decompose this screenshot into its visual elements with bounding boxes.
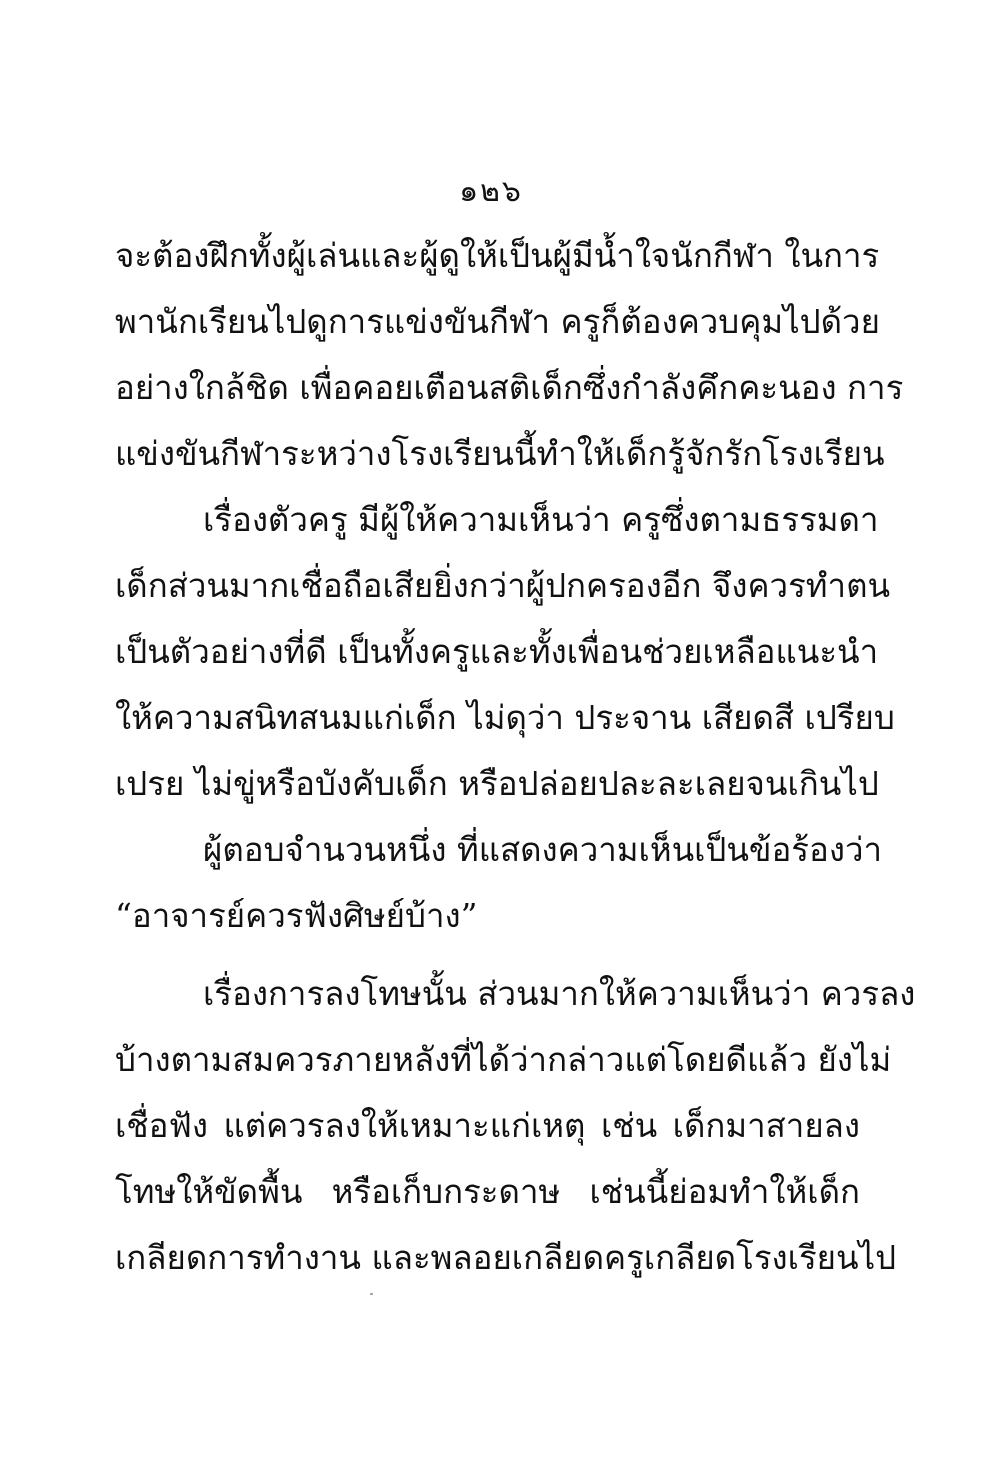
scan-speck (370, 1293, 373, 1295)
text-line-15: โทษให้ขัดพื้น หรือเก็บกระดาษ เช่นนี้ย่อมทำให้เด็ก (115, 1172, 860, 1211)
text-line-13: บ้างตามสมควรภายหลังที่ได้ว่ากล่าวแต่โดยดีแล้ว ยังไม่ (115, 1040, 892, 1079)
text-line-1: จะต้องฝึกทั้งผู้เล่นและผู้ดูให้เป็นผู้มีน้ำใจนักกีฬา ในการ (115, 236, 880, 275)
text-line-4: แข่งขันกีฬาระหว่างโรงเรียนนี้ทำให้เด็กรู้จักรักโรงเรียน (115, 434, 885, 473)
page-number: ๑๒๖ (459, 174, 523, 209)
text-line-12: เรื่องการลงโทษนั้น ส่วนมากให้ความเห็นว่า ควรลง (203, 974, 916, 1013)
text-line-14: เชื่อฟัง แต่ควรลงให้เหมาะแก่เหตุ เช่น เด็กมาสายลง (115, 1106, 860, 1145)
text-line-3: อย่างใกล้ชิด เพื่อคอยเตือนสติเด็กซึ่งกำลังคึกคะนอง การ (115, 368, 904, 407)
text-line-5: เรื่องตัวครู มีผู้ให้ความเห็นว่า ครูซึ่งตามธรรมดา (203, 500, 879, 539)
text-line-7: เป็นตัวอย่างที่ดี เป็นทั้งครูและทั้งเพื่อนช่วยเหลือแนะนำ (115, 632, 879, 671)
text-line-6: เด็กส่วนมากเชื่อถือเสียยิ่งกว่าผู้ปกครองอีก จึงควรทำตน (115, 566, 891, 605)
text-line-10: ผู้ตอบจำนวนหนึ่ง ที่แสดงความเห็นเป็นข้อร้องว่า (203, 830, 883, 869)
text-line-8: ให้ความสนิทสนมแก่เด็ก ไม่ดุว่า ประจาน เสียดสี เปรียบ (115, 698, 895, 737)
text-line-11-quote: “อาจารย์ควรฟังศิษย์บ้าง” (115, 896, 478, 935)
text-line-9: เปรย ไม่ขู่หรือบังคับเด็ก หรือปล่อยปละละเลยจนเกินไป (115, 764, 879, 803)
text-line-2: พานักเรียนไปดูการแข่งขันกีฬา ครูก็ต้องควบคุมไปด้วย (115, 302, 880, 341)
text-line-16: เกลียดการทำงาน และพลอยเกลียดครูเกลียดโรงเรียนไป (115, 1238, 897, 1277)
